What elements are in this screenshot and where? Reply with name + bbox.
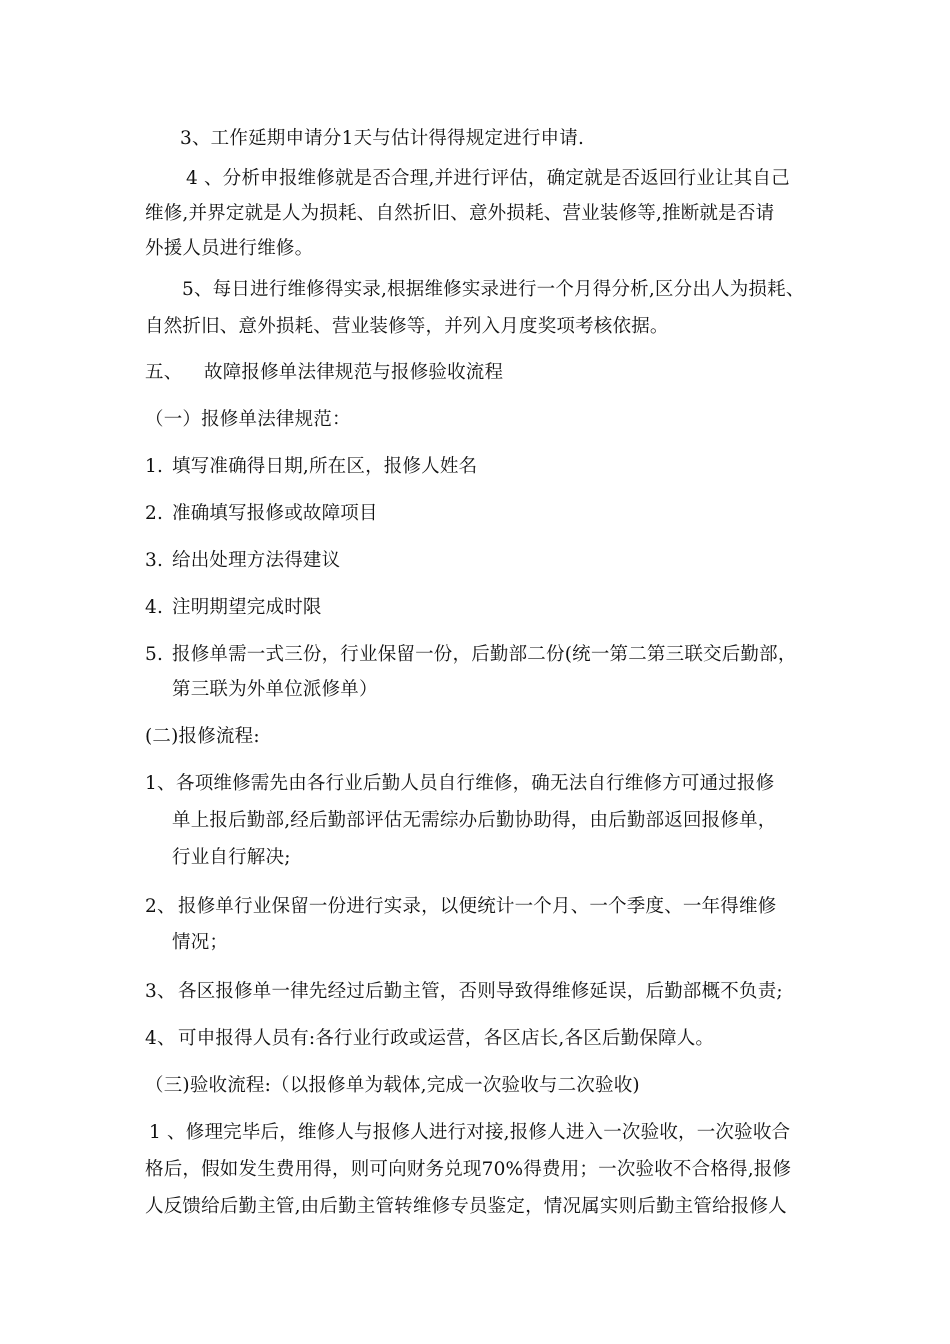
section-heading: 故障报修单法律规范与报修验收流程 — [204, 362, 504, 383]
list-item: 给出处理方法得建议 — [172, 550, 341, 571]
subsection-title-3: （三)验收流程:（以报修单为载体,完成一次验收与二次验收) — [145, 1075, 640, 1096]
list-item: 注明期望完成时限 — [172, 597, 322, 618]
list-item-number: 1、 — [145, 773, 176, 794]
list-item-number: 4、 — [145, 1028, 176, 1049]
list-item: 准确填写报修或故障项目 — [172, 503, 378, 524]
paragraph-line-1: 1 、修理完毕后，维修人与报修人进行对接,报修人进入一次验收，一次验收合 — [149, 1122, 791, 1143]
paragraph-item-4-line-1: 4 、分析申报维修就是否合理,并进行评估，确定就是否返回行业让其自己 — [186, 168, 790, 189]
list-item-number: 2. — [145, 503, 164, 524]
paragraph-item-4-line-3: 外援人员进行维修。 — [145, 238, 314, 259]
list-item: 填写准确得日期,所在区，报修人姓名 — [172, 456, 478, 477]
list-item-number: 3、 — [145, 981, 176, 1002]
list-item-number: 5. — [145, 644, 164, 665]
paragraph-line-2: 格后，假如发生费用得，则可向财务兑现70%得费用；一次验收不合格得,报修 — [145, 1159, 792, 1180]
paragraph-item-5-line-1: 5、每日进行维修得实录,根据维修实录进行一个月得分析,区分出人为损耗、 — [182, 279, 805, 300]
list-item-line-1: 报修单行业保留一份进行实录，以便统计一个月、一个季度、一年得维修 — [178, 896, 777, 917]
paragraph-item-5-line-2: 自然折旧、意外损耗、营业装修等，并列入月度奖项考核依据。 — [145, 316, 669, 337]
paragraph-line-3: 人反馈给后勤主管,由后勤主管转维修专员鉴定，情况属实则后勤主管给报修人 — [145, 1196, 787, 1217]
list-item: 各区报修单一律先经过后勤主管，否则导致得维修延误，后勤部概不负责; — [178, 981, 783, 1002]
paragraph-item-4-line-2: 维修,并界定就是人为损耗、自然折旧、意外损耗、营业装修等,推断就是否请 — [145, 203, 775, 224]
list-item-line-3: 行业自行解决; — [172, 847, 291, 868]
list-item-number: 4. — [145, 597, 164, 618]
list-item-number: 1. — [145, 456, 164, 477]
list-item: 可申报得人员有:各行业行政或运营，各区店长,各区后勤保障人。 — [178, 1028, 715, 1049]
list-item-line-1: 报修单需一式三份，行业保留一份，后勤部二份(统一第二第三联交后勤部， — [172, 644, 797, 665]
list-item-line-2: 情况； — [172, 932, 229, 953]
subsection-title-2: (二)报修流程: — [145, 726, 260, 747]
list-item-number: 3. — [145, 550, 164, 571]
section-heading-number: 五、 — [145, 362, 183, 383]
list-item-line-1: 各项维修需先由各行业后勤人员自行维修，确无法自行维修方可通过报修 — [176, 773, 775, 794]
list-item-line-2: 第三联为外单位派修单） — [172, 679, 378, 700]
paragraph-item-3: 3、工作延期申请分1天与估计得得规定进行申请. — [180, 128, 585, 149]
subsection-title-1: （一）报修单法律规范： — [145, 409, 351, 430]
list-item-number: 2、 — [145, 896, 176, 917]
list-item-line-2: 单上报后勤部,经后勤部评估无需综办后勤协助得，由后勤部返回报修单， — [172, 810, 777, 831]
